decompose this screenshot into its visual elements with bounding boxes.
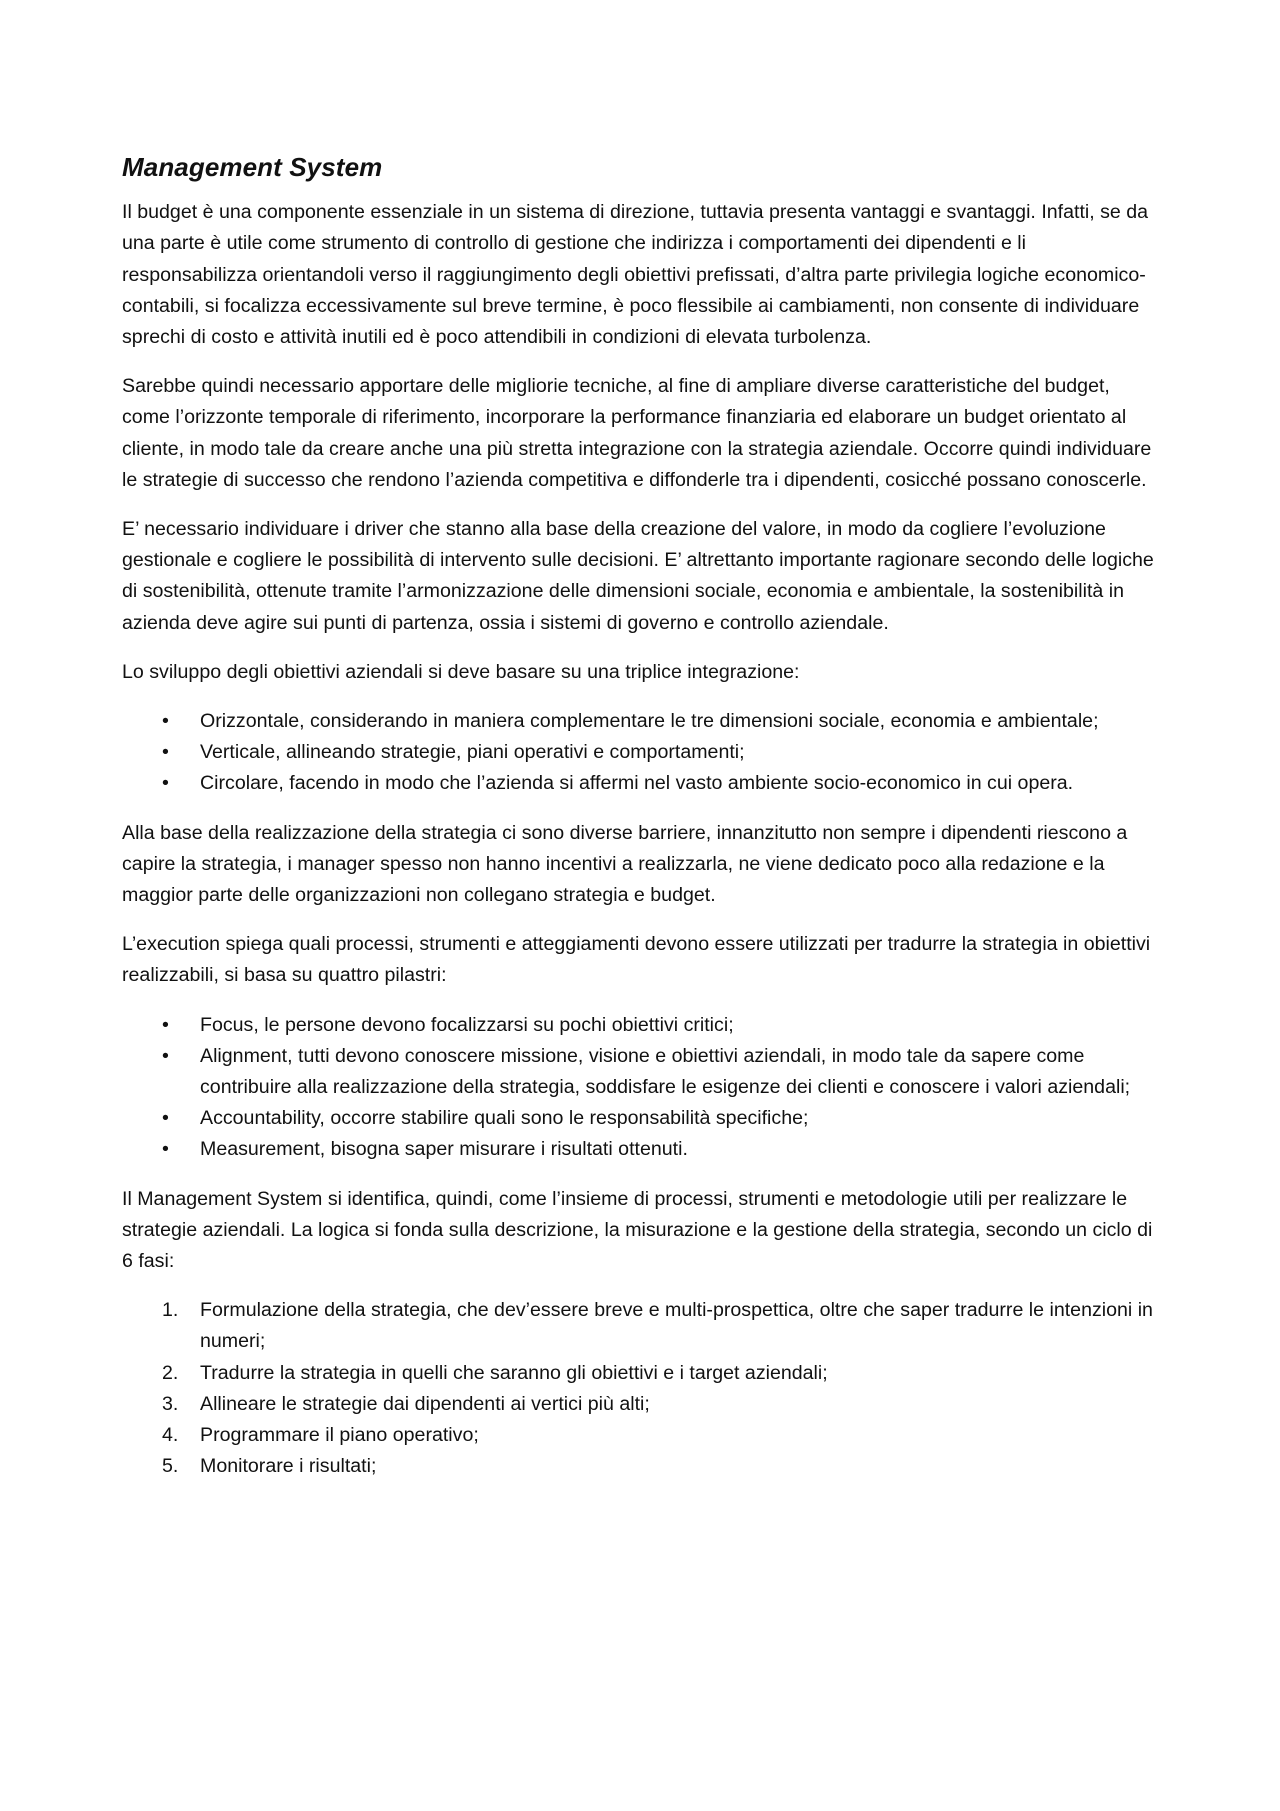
paragraph-integration-intro: Lo sviluppo degli obiettivi aziendali si deve basare su una triplice integrazione: xyxy=(122,660,800,683)
list-item: • Verticale, allineando strategie, piani operativi e comportamenti; xyxy=(122,737,1160,768)
paragraph-barriers: Alla base della realizzazione della strategia ci sono diverse barriere, innanzitutto non sempre i dipendenti riescono a capire la strategia, i manager spesso non hanno incentivi a realizzarla, ne viene dedicato poco alla redazione e la maggior parte delle organizzazioni non collegano strategia e budget. xyxy=(122,821,1128,907)
bullet-icon: • xyxy=(162,1107,169,1130)
list-item: • Measurement, bisogna saper misurare i risultati ottenuti. xyxy=(122,1134,1160,1165)
list-item: 1. Formulazione della strategia, che dev’essere breve e multi-prospettica, oltre che saper tradurre le intenzioni in numeri; xyxy=(122,1295,1160,1357)
list-item: 4. Programmare il piano operativo; xyxy=(122,1420,1160,1451)
list-number: 1. xyxy=(162,1299,179,1322)
document-title: Management System xyxy=(122,152,383,182)
list-number: 2. xyxy=(162,1361,179,1384)
list-item: • Focus, le persone devono focalizzarsi su pochi obiettivi critici; xyxy=(122,1010,1160,1041)
paragraph-improvements: Sarebbe quindi necessario apportare delle migliorie tecniche, al fine di ampliare diverse caratteristiche del budget, come l’orizzonte temporale di riferimento, incorporare la performance finanziaria ed elaborare un budget orientato al cliente, in modo tale da creare anche una più stretta integrazione con la strategia aziendale. Occorre quindi individuare le strategie di successo che rendono l’azienda competitiva e diffonderle tra i dipendenti, cosicché possano conoscerle. xyxy=(122,375,1152,491)
pillars-list xyxy=(122,1010,1160,1166)
list-number: 5. xyxy=(162,1455,179,1478)
list-item: 5. Monitorare i risultati; xyxy=(122,1451,1160,1482)
list-number: 3. xyxy=(162,1392,179,1415)
list-item: • Accountability, occorre stabilire quali sono le responsabilità specifiche; xyxy=(122,1103,1160,1134)
bullet-icon: • xyxy=(162,741,169,764)
bullet-icon: • xyxy=(162,710,169,733)
list-item: • Circolare, facendo in modo che l’azienda si affermi nel vasto ambiente socio-economico in cui opera. xyxy=(122,768,1160,799)
bullet-icon: • xyxy=(162,1138,169,1161)
paragraph-execution: L’execution spiega quali processi, strumenti e atteggiamenti devono essere utilizzati per tradurre la strategia in obiettivi realizzabili, si basa su quattro pilastri: xyxy=(122,933,1151,987)
bullet-icon: • xyxy=(162,1044,169,1067)
list-item: • Orizzontale, considerando in maniera complementare le tre dimensioni sociale, economia e ambientale; xyxy=(122,706,1160,737)
paragraph-value-drivers: E’ necessario individuare i driver che stanno alla base della creazione del valore, in modo da cogliere l’evoluzione gestionale e cogliere le possibilità di intervento sulle decisioni. E’ altrettanto importante ragionare secondo delle logiche di sostenibilità, ottenute tramite l’armonizzazione delle dimensioni sociale, economia e ambientale, la sostenibilità in azienda deve agire sui punti di partenza, ossia i sistemi di governo e controllo aziendale. xyxy=(122,518,1154,634)
list-item: 2. Tradurre la strategia in quelli che saranno gli obiettivi e i target aziendali; xyxy=(122,1358,1160,1389)
list-number: 4. xyxy=(162,1424,179,1447)
paragraph-budget-intro: Il budget è una componente essenziale in un sistema di direzione, tuttavia presenta vantaggi e svantaggi. Infatti, se da una parte è utile come strumento di controllo di gestione che indirizza i comportamenti dei dipendenti e li responsabilizza orientandoli verso il raggiungimento degli obiettivi prefissati, d’altra parte privilegia logiche economico-contabili, si focalizza eccessivamente sul breve termine, è poco flessibile ai cambiamenti, non consente di individuare sprechi di costo e attività inutili ed è poco attendibili in condizioni di elevata turbolenza. xyxy=(122,201,1149,348)
list-item: • Alignment, tutti devono conoscere missione, visione e obiettivi aziendali, in modo tale da sapere come contribuire alla realizzazione della strategia, soddisfare le esigenze dei clienti e conoscere i valori aziendali; xyxy=(122,1041,1160,1103)
list-item: 3. Allineare le strategie dai dipendenti ai vertici più alti; xyxy=(122,1389,1160,1420)
paragraph-management-system: Il Management System si identifica, quindi, come l’insieme di processi, strumenti e metodologie utili per realizzare le strategie aziendali. La logica si fonda sulla descrizione, la misurazione e la gestione della strategia, secondo un ciclo di 6 fasi: xyxy=(122,1187,1153,1273)
integration-list xyxy=(122,706,1160,800)
bullet-icon: • xyxy=(162,772,169,795)
bullet-icon: • xyxy=(162,1013,169,1036)
phases-list xyxy=(122,1295,1160,1482)
